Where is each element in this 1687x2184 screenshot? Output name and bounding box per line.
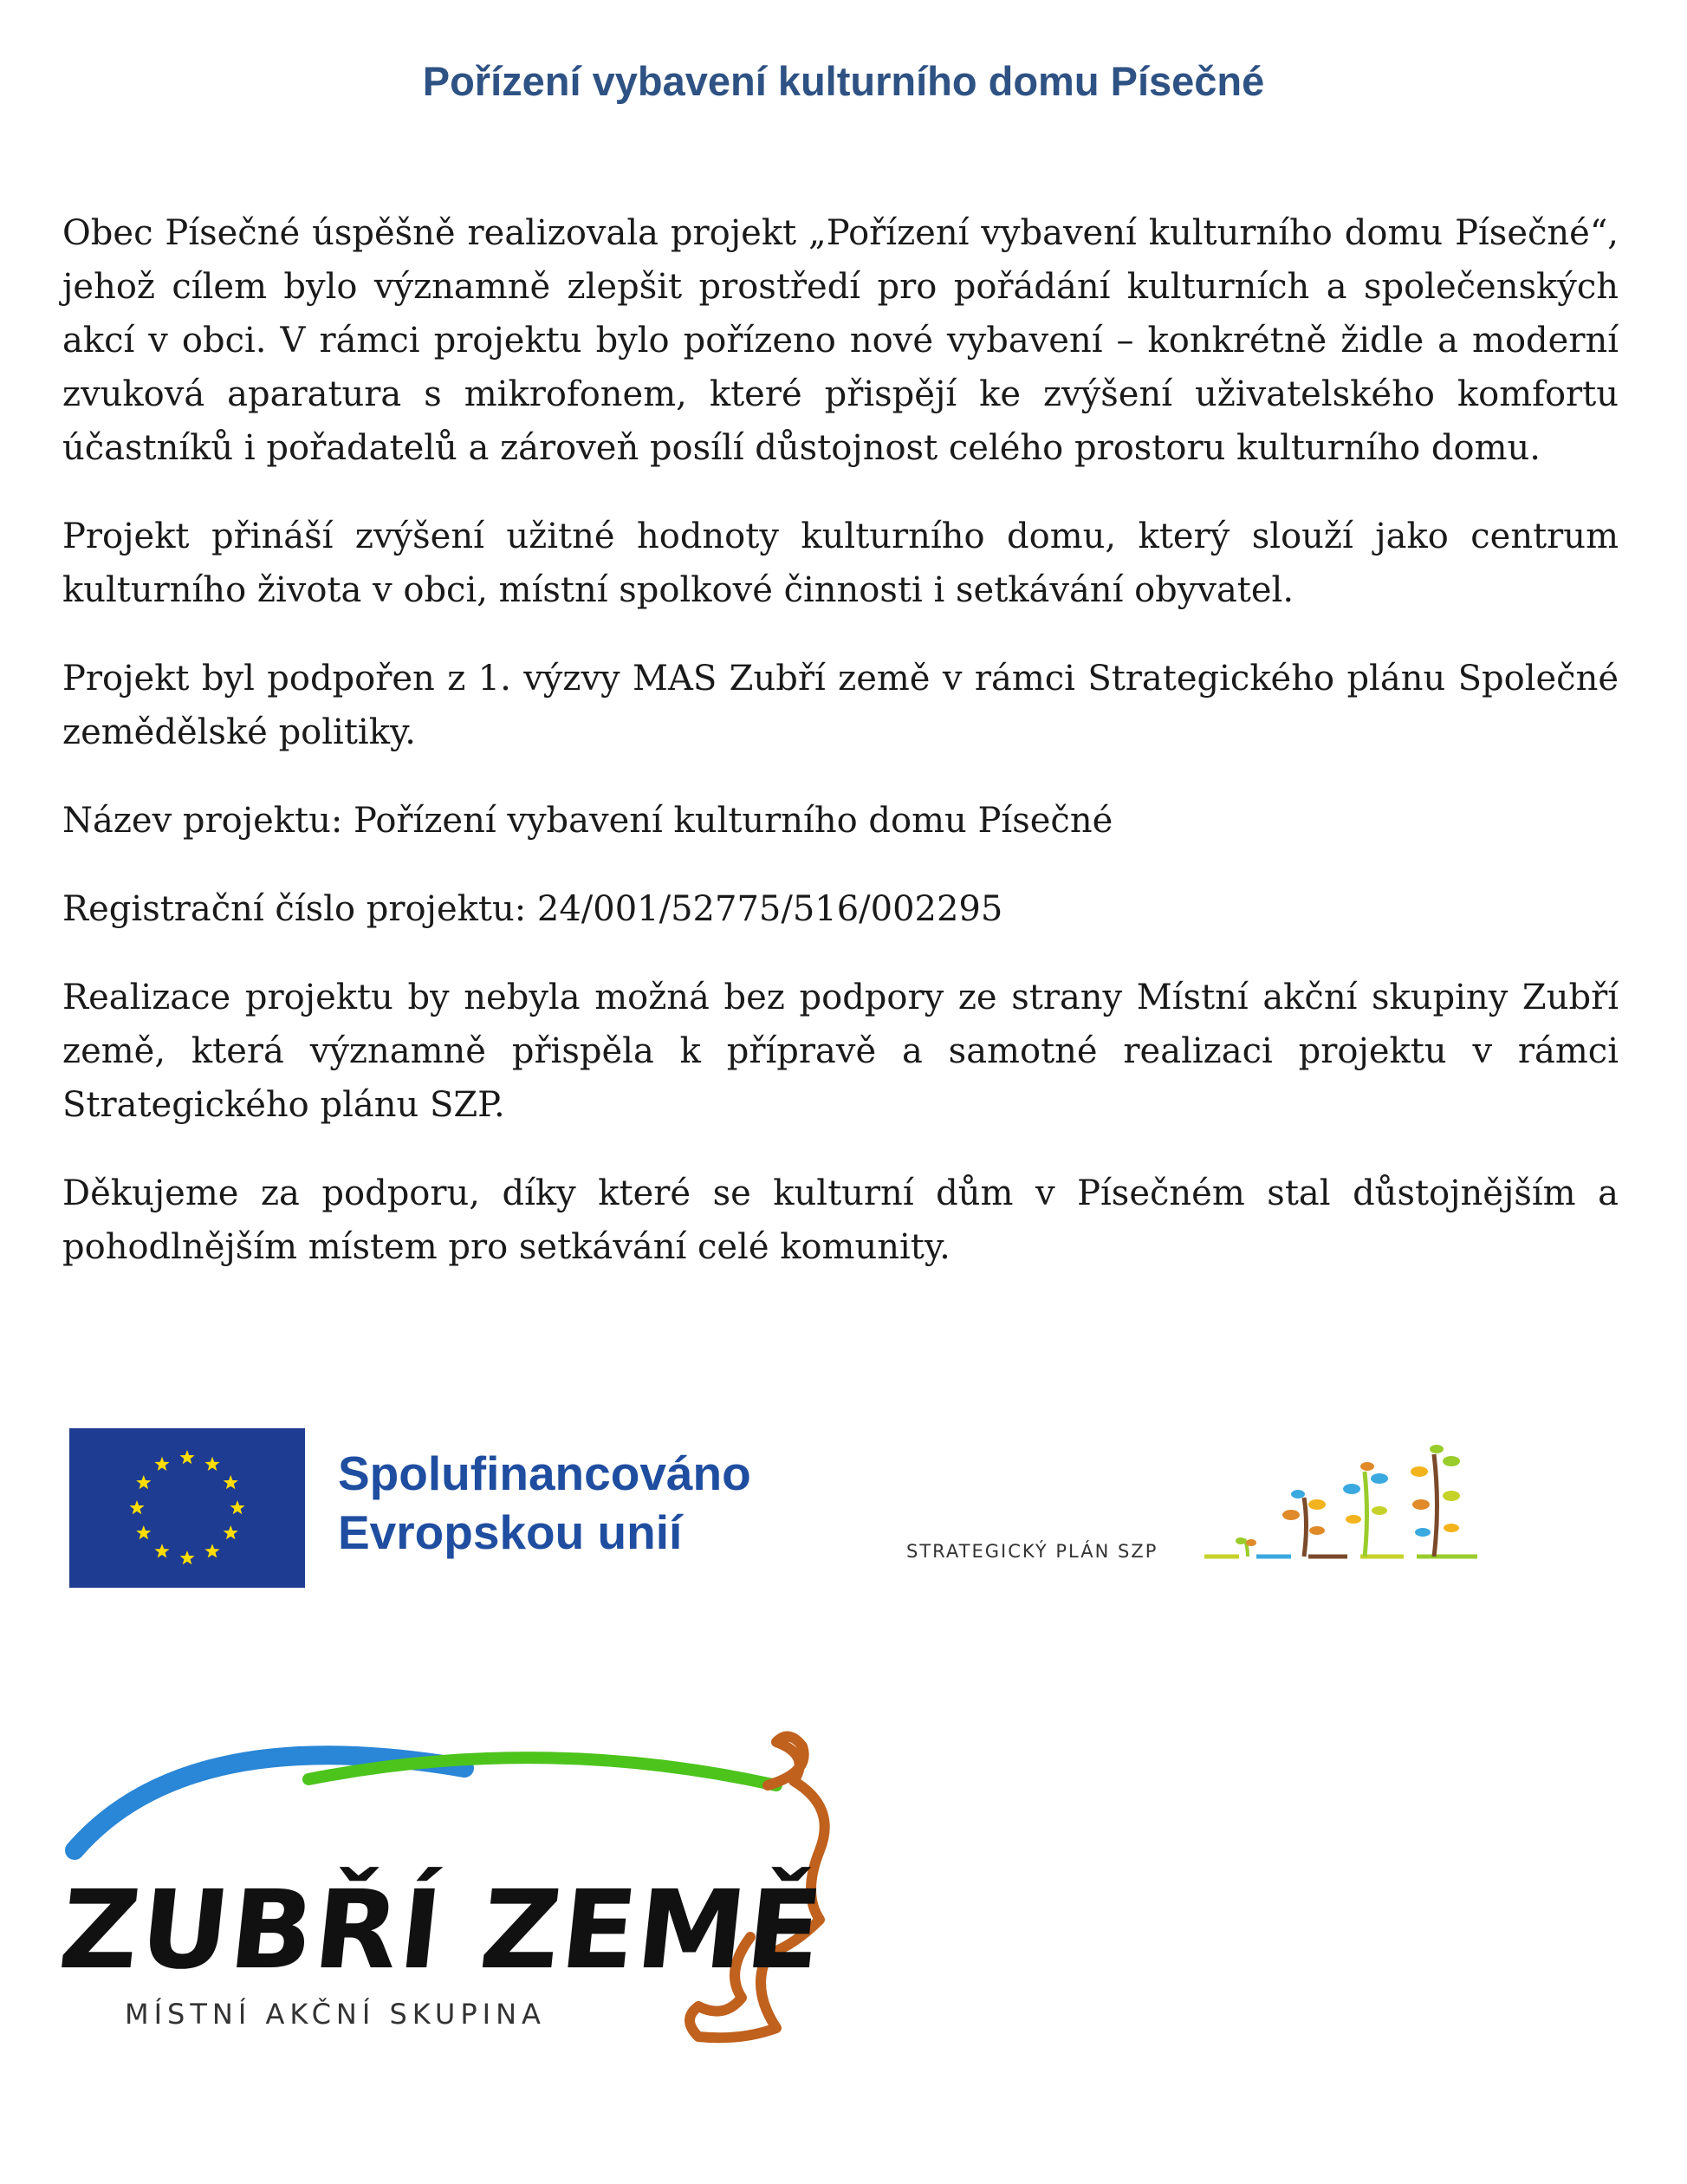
paragraph-intro: Obec Písečné úspěšně realizovala projekt „Pořízení vybavení kulturního domu Písečné“, jehož cílem bylo významně zlepšit prostředí pro pořádání kulturních a společenských akcí v obci. V rámci projektu bylo pořízeno nové vybavení – konkrétně židle a moderní zvuková aparatura s mikrofonem, které přispějí ke zvýšení uživatelského komfortu účastníků i pořadatelů a zároveň posílí důstojnost celého prostoru kulturního domu.	[62, 213, 1619, 468]
eu-logo-text	[338, 1444, 751, 1562]
paragraph-value: Projekt přináší zvýšení užitné hodnoty kulturního domu, který slouží jako centrum kulturního života v obci, místní spolkové činnosti i setkávání obyvatel.	[62, 517, 1619, 610]
registration-number: Registrační číslo projektu: 24/001/52775/516/002295	[62, 889, 1003, 929]
szp-logo	[901, 1437, 1490, 1567]
paragraph-acknowledgement: Realizace projektu by nebyla možná bez podpory ze strany Místní akční skupiny Zubří země, která významně přispěla k přípravě a samotné realizaci projektu v rámci Strategického plánu SZP.	[62, 978, 1619, 1125]
mas-logo-name: ZUBŘÍ ZEMĚ	[54, 1868, 830, 1993]
szp-sprouts-icon	[1187, 1437, 1490, 1567]
szp-logo-text: STRATEGICKÝ PLÁN SZP	[906, 1541, 1158, 1562]
project-name: Název projektu: Pořízení vybavení kulturního domu Písečné	[62, 801, 1113, 841]
eu-cofinanced-logo	[69, 1428, 814, 1588]
eu-flag-icon	[69, 1428, 305, 1588]
mas-logo-subtitle: MÍSTNÍ AKČNÍ SKUPINA	[125, 1998, 546, 2031]
document-body	[62, 206, 1619, 1309]
mas-zubri-zeme-logo	[54, 1720, 854, 2058]
paragraph-support: Projekt byl podpořen z 1. výzvy MAS Zubří země v rámci Strategického plánu Společné zemědělské politiky.	[62, 659, 1619, 752]
paragraph-thanks: Děkujeme za podporu, díky které se kulturní dům v Písečném stal důstojnějším a pohodlnějším místem pro setkávání celé komunity.	[62, 1173, 1619, 1267]
eu-logo-line2: Evropskou unií	[338, 1505, 683, 1559]
eu-logo-line1: Spolufinancováno	[338, 1446, 751, 1500]
document-title: Pořízení vybavení kulturního domu Písečné	[422, 58, 1265, 104]
